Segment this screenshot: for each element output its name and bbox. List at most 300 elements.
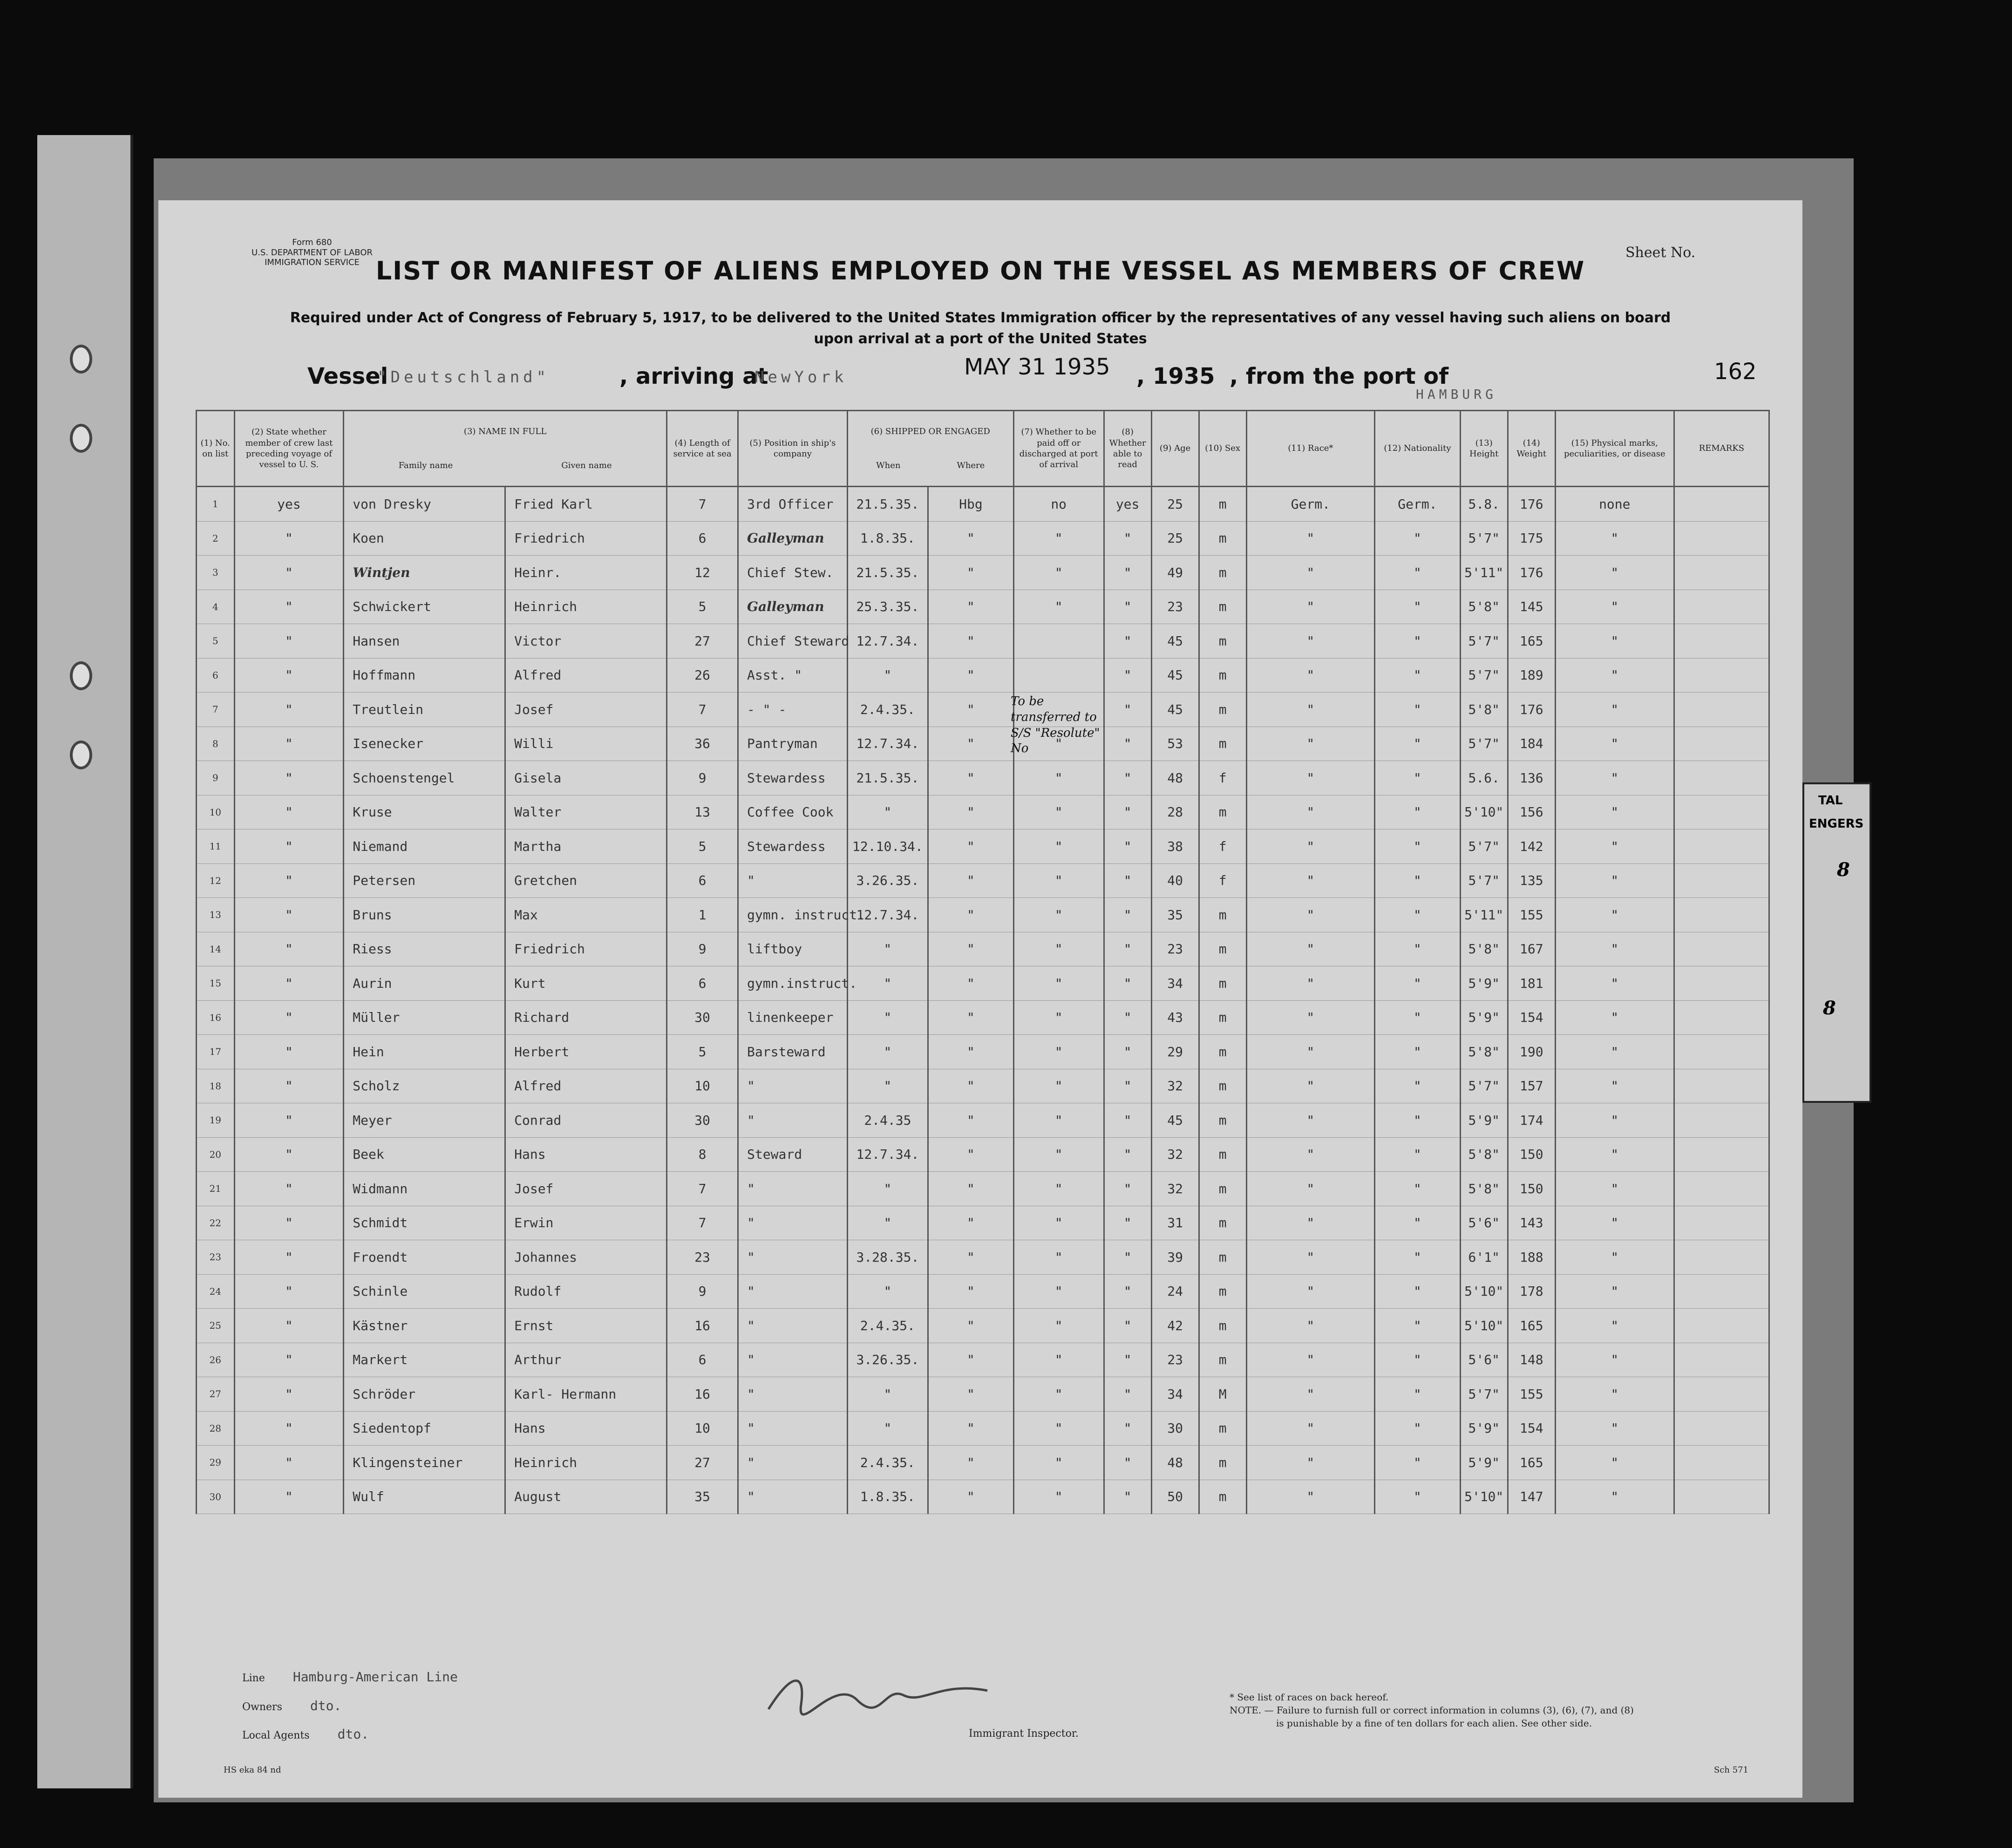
previous-voyage: ": [234, 1137, 344, 1172]
shipped-where: ": [928, 795, 1014, 829]
from-label: , from the port of: [1230, 363, 1449, 389]
service-length: 6: [667, 966, 738, 1001]
race: ": [1246, 521, 1374, 556]
col-family-name: Family name: [398, 461, 453, 470]
col-read: (8) Whether able to read: [1104, 411, 1151, 487]
sex: m: [1199, 1343, 1246, 1377]
paid-off: ": [1013, 1343, 1104, 1377]
paid-off: ": [1013, 1137, 1104, 1172]
family-name: Niemand: [344, 829, 505, 864]
shipped-when: 3.28.35.: [847, 1240, 928, 1275]
shipped-when: 25.3.35.: [847, 590, 928, 624]
weight: 150: [1508, 1172, 1555, 1206]
race: ": [1246, 1000, 1374, 1035]
sex: m: [1199, 1137, 1246, 1172]
height: 5'8": [1460, 1035, 1508, 1069]
row-number: 29: [197, 1446, 235, 1480]
punch-hole: [70, 661, 92, 690]
service-length: 6: [667, 863, 738, 898]
age: 40: [1151, 863, 1199, 898]
physical-marks: ": [1555, 1069, 1674, 1103]
page-number: 162: [1714, 359, 1757, 385]
paid-off: ": [1013, 590, 1104, 624]
nationality: ": [1375, 590, 1461, 624]
shipped-where: ": [928, 1377, 1014, 1412]
family-name: Schinle: [344, 1274, 505, 1309]
remarks: [1674, 693, 1769, 727]
shipped-where: ": [928, 1172, 1014, 1206]
height: 5'7": [1460, 829, 1508, 864]
shipped-when: ": [847, 658, 928, 693]
race: ": [1246, 1377, 1374, 1412]
able-to-read: ": [1104, 1035, 1151, 1069]
age: 43: [1151, 1000, 1199, 1035]
sheet-number-label: Sheet No.: [1625, 245, 1696, 261]
remarks: [1674, 487, 1769, 522]
given-name: Alfred: [505, 658, 667, 693]
shipped-when: 21.5.35.: [847, 556, 928, 590]
race: ": [1246, 1309, 1374, 1343]
physical-marks: ": [1555, 624, 1674, 659]
weight: 167: [1508, 932, 1555, 966]
sex: m: [1199, 521, 1246, 556]
col-age: (9) Age: [1151, 411, 1199, 487]
from-port: HAMBURG: [1416, 387, 1497, 402]
nationality: ": [1375, 898, 1461, 932]
table-row: [197, 658, 1769, 693]
weight: 148: [1508, 1343, 1555, 1377]
row-number: 12: [197, 863, 235, 898]
shipped-when: 2.4.35.: [847, 1446, 928, 1480]
remarks: [1674, 658, 1769, 693]
service-length: 30: [667, 1103, 738, 1138]
nationality: ": [1375, 521, 1461, 556]
paid-off: ": [1013, 1172, 1104, 1206]
previous-voyage: ": [234, 658, 344, 693]
service-length: 30: [667, 1000, 738, 1035]
height: 5'8": [1460, 590, 1508, 624]
given-name: Heinr.: [505, 556, 667, 590]
given-name: Herbert: [505, 1035, 667, 1069]
race: ": [1246, 1343, 1374, 1377]
position: ": [738, 1274, 848, 1309]
physical-marks: ": [1555, 966, 1674, 1001]
row-number: 10: [197, 795, 235, 829]
able-to-read: ": [1104, 1000, 1151, 1035]
sex: m: [1199, 1172, 1246, 1206]
given-name: Josef: [505, 693, 667, 727]
weight: 176: [1508, 487, 1555, 522]
previous-voyage: ": [234, 1411, 344, 1446]
family-name: Wulf: [344, 1480, 505, 1514]
able-to-read: ": [1104, 1137, 1151, 1172]
shipped-when: ": [847, 1377, 928, 1412]
sex: m: [1199, 624, 1246, 659]
shipped-where: ": [928, 898, 1014, 932]
form-code-right: Sch 571: [1714, 1765, 1749, 1775]
height: 5'9": [1460, 1000, 1508, 1035]
able-to-read: ": [1104, 1103, 1151, 1138]
weight: 165: [1508, 1446, 1555, 1480]
height: 5'7": [1460, 863, 1508, 898]
age: 32: [1151, 1172, 1199, 1206]
shipped-where: ": [928, 1137, 1014, 1172]
height: 5'8": [1460, 693, 1508, 727]
family-name: Schwickert: [344, 590, 505, 624]
col-weight: (14) Weight: [1508, 411, 1555, 487]
row-number: 11: [197, 829, 235, 864]
col-no: (1) No. on list: [197, 411, 235, 487]
col-sex: (10) Sex: [1199, 411, 1246, 487]
race: ": [1246, 1274, 1374, 1309]
race: ": [1246, 556, 1374, 590]
position: linenkeeper: [738, 1000, 848, 1035]
paid-off: ": [1013, 795, 1104, 829]
previous-voyage: ": [234, 932, 344, 966]
row-number: 26: [197, 1343, 235, 1377]
paid-off: ": [1013, 1240, 1104, 1275]
weight: 154: [1508, 1411, 1555, 1446]
nationality: ": [1375, 1000, 1461, 1035]
col-nationality: (12) Nationality: [1375, 411, 1461, 487]
previous-voyage: ": [234, 761, 344, 795]
row-number: 27: [197, 1377, 235, 1412]
remarks: [1674, 1069, 1769, 1103]
nationality: ": [1375, 1069, 1461, 1103]
position: gymn. instruct.: [738, 898, 848, 932]
physical-marks: ": [1555, 1000, 1674, 1035]
position: Pantryman: [738, 727, 848, 761]
nationality: ": [1375, 1309, 1461, 1343]
previous-voyage: ": [234, 521, 344, 556]
remarks: [1674, 932, 1769, 966]
family-name: Schmidt: [344, 1206, 505, 1240]
shipped-where: ": [928, 966, 1014, 1001]
side-tab-value-1: 8: [1837, 859, 1850, 881]
service-length: 5: [667, 829, 738, 864]
nationality: ": [1375, 693, 1461, 727]
service-length: 27: [667, 1446, 738, 1480]
race: ": [1246, 1206, 1374, 1240]
previous-voyage: ": [234, 966, 344, 1001]
height: 5'10": [1460, 1274, 1508, 1309]
arriving-port: NewYork: [754, 368, 848, 387]
nationality: ": [1375, 658, 1461, 693]
family-name: Isenecker: [344, 727, 505, 761]
position: ": [738, 1240, 848, 1275]
given-name: Josef: [505, 1172, 667, 1206]
nationality: ": [1375, 1411, 1461, 1446]
given-name: Martha: [505, 829, 667, 864]
shipped-where: ": [928, 1069, 1014, 1103]
sex: M: [1199, 1377, 1246, 1412]
inspector-label: Immigrant Inspector.: [969, 1728, 1079, 1739]
able-to-read: ": [1104, 1377, 1151, 1412]
age: 42: [1151, 1309, 1199, 1343]
race: ": [1246, 863, 1374, 898]
shipped-when: ": [847, 966, 928, 1001]
service-length: 1: [667, 898, 738, 932]
col-race: (11) Race*: [1246, 411, 1374, 487]
side-tab: [1802, 782, 1871, 1103]
remarks: [1674, 1206, 1769, 1240]
height: 5'8": [1460, 1137, 1508, 1172]
service-length: 10: [667, 1069, 738, 1103]
physical-marks: ": [1555, 1411, 1674, 1446]
shipped-when: ": [847, 1172, 928, 1206]
paid-off: ": [1013, 1274, 1104, 1309]
col-paid-off: (7) Whether to be paid off or discharged at port of arrival: [1013, 411, 1104, 487]
row-number: 14: [197, 932, 235, 966]
race: Germ.: [1246, 487, 1374, 522]
table-row: [197, 1206, 1769, 1240]
row-number: 18: [197, 1069, 235, 1103]
row-number: 8: [197, 727, 235, 761]
remarks: [1674, 1240, 1769, 1275]
able-to-read: ": [1104, 829, 1151, 864]
service-length: 6: [667, 521, 738, 556]
col-where: Where: [957, 461, 985, 470]
position: ": [738, 863, 848, 898]
weight: 176: [1508, 556, 1555, 590]
race: ": [1246, 624, 1374, 659]
height: 5'9": [1460, 1446, 1508, 1480]
punch-hole: [70, 345, 92, 374]
remarks: [1674, 1274, 1769, 1309]
previous-voyage: ": [234, 1172, 344, 1206]
row-number: 13: [197, 898, 235, 932]
paid-off: ": [1013, 1480, 1104, 1514]
weight: 175: [1508, 521, 1555, 556]
row-number: 2: [197, 521, 235, 556]
race: ": [1246, 795, 1374, 829]
position: ": [738, 1377, 848, 1412]
able-to-read: ": [1104, 932, 1151, 966]
remarks: [1674, 898, 1769, 932]
table-row: [197, 1172, 1769, 1206]
subtitle-line-1: Required under Act of Congress of February 5, 1917, to be delivered to the United States Immigration officer by the representatives of any vessel having such aliens on board: [290, 310, 1671, 326]
nationality: Germ.: [1375, 487, 1461, 522]
paid-off: ": [1013, 1103, 1104, 1138]
age: 23: [1151, 590, 1199, 624]
table-row: [197, 1103, 1769, 1138]
able-to-read: ": [1104, 1206, 1151, 1240]
shipped-where: ": [928, 1103, 1014, 1138]
previous-voyage: ": [234, 1240, 344, 1275]
table-row: [197, 1480, 1769, 1514]
service-length: 9: [667, 932, 738, 966]
page-title: LIST OR MANIFEST OF ALIENS EMPLOYED ON THE VESSEL AS MEMBERS OF CREW: [375, 256, 1585, 285]
manifest-sheet: [158, 200, 1802, 1798]
shipped-when: 2.4.35.: [847, 1309, 928, 1343]
nationality: ": [1375, 556, 1461, 590]
service-length: 26: [667, 658, 738, 693]
able-to-read: ": [1104, 1343, 1151, 1377]
remarks: [1674, 1000, 1769, 1035]
physical-marks: none: [1555, 487, 1674, 522]
given-name: Willi: [505, 727, 667, 761]
age: 35: [1151, 898, 1199, 932]
row-number: 23: [197, 1240, 235, 1275]
height: 5.6.: [1460, 761, 1508, 795]
position: Barsteward: [738, 1035, 848, 1069]
physical-marks: ": [1555, 1035, 1674, 1069]
shipped-when: ": [847, 1035, 928, 1069]
previous-voyage: ": [234, 624, 344, 659]
vessel-name: "Deutschland": [377, 368, 550, 387]
given-name: Friedrich: [505, 521, 667, 556]
family-name: Petersen: [344, 863, 505, 898]
row-number: 3: [197, 556, 235, 590]
able-to-read: ": [1104, 1069, 1151, 1103]
family-name: Kästner: [344, 1309, 505, 1343]
race: ": [1246, 761, 1374, 795]
shipped-where: ": [928, 556, 1014, 590]
race: ": [1246, 966, 1374, 1001]
race: ": [1246, 590, 1374, 624]
table-row: [197, 795, 1769, 829]
shipped-where: ": [928, 590, 1014, 624]
service: IMMIGRATION SERVICE: [265, 258, 360, 268]
weight: 157: [1508, 1069, 1555, 1103]
footnote-3: is punishable by a fine of ten dollars for each alien. See other side.: [1276, 1718, 1592, 1729]
nationality: ": [1375, 1103, 1461, 1138]
col-position: (5) Position in ship's company: [738, 411, 848, 487]
family-name: Müller: [344, 1000, 505, 1035]
family-name: Schröder: [344, 1377, 505, 1412]
nationality: ": [1375, 727, 1461, 761]
table-row: [197, 761, 1769, 795]
age: 45: [1151, 658, 1199, 693]
weight: 184: [1508, 727, 1555, 761]
shipped-where: ": [928, 727, 1014, 761]
physical-marks: ": [1555, 693, 1674, 727]
height: 5'6": [1460, 1343, 1508, 1377]
given-name: Rudolf: [505, 1274, 667, 1309]
row-number: 15: [197, 966, 235, 1001]
weight: 165: [1508, 1309, 1555, 1343]
age: 45: [1151, 1103, 1199, 1138]
row-number: 22: [197, 1206, 235, 1240]
nationality: ": [1375, 761, 1461, 795]
service-length: 12: [667, 556, 738, 590]
side-tab-label-2: ENGERS: [1809, 817, 1864, 831]
service-length: 16: [667, 1377, 738, 1412]
sex: m: [1199, 487, 1246, 522]
previous-voyage: ": [234, 1480, 344, 1514]
given-name: Hans: [505, 1137, 667, 1172]
physical-marks: ": [1555, 1309, 1674, 1343]
sex: m: [1199, 1000, 1246, 1035]
height: 5'7": [1460, 727, 1508, 761]
row-number: 16: [197, 1000, 235, 1035]
weight: 155: [1508, 898, 1555, 932]
shipped-when: ": [847, 1000, 928, 1035]
position: ": [738, 1069, 848, 1103]
age: 28: [1151, 795, 1199, 829]
sex: f: [1199, 829, 1246, 864]
footer-owners: [242, 1692, 458, 1720]
able-to-read: ": [1104, 795, 1151, 829]
paid-off: [1013, 624, 1104, 659]
previous-voyage: ": [234, 1446, 344, 1480]
able-to-read: ": [1104, 590, 1151, 624]
physical-marks: ": [1555, 521, 1674, 556]
shipped-where: ": [928, 1411, 1014, 1446]
shipped-where: ": [928, 658, 1014, 693]
shipped-when: 21.5.35.: [847, 761, 928, 795]
paid-off: ": [1013, 761, 1104, 795]
sex: f: [1199, 863, 1246, 898]
position: ": [738, 1411, 848, 1446]
sex: m: [1199, 795, 1246, 829]
paid-off: ": [1013, 1069, 1104, 1103]
age: 31: [1151, 1206, 1199, 1240]
sex: m: [1199, 1309, 1246, 1343]
physical-marks: ": [1555, 1137, 1674, 1172]
footnote: [1230, 1691, 1634, 1730]
nationality: ": [1375, 1035, 1461, 1069]
remarks: [1674, 521, 1769, 556]
remarks: [1674, 1377, 1769, 1412]
position: ": [738, 1103, 848, 1138]
service-length: 23: [667, 1240, 738, 1275]
weight: 150: [1508, 1137, 1555, 1172]
paid-off: no: [1013, 487, 1104, 522]
position: ": [738, 1480, 848, 1514]
position: ": [738, 1446, 848, 1480]
punch-hole: [70, 424, 92, 453]
table-row: [197, 590, 1769, 624]
family-name: Wintjen: [344, 556, 505, 590]
service-length: 7: [667, 487, 738, 522]
sex: m: [1199, 1480, 1246, 1514]
table-row: [197, 1069, 1769, 1103]
paid-off: ": [1013, 829, 1104, 864]
nationality: ": [1375, 1480, 1461, 1514]
age: 30: [1151, 1411, 1199, 1446]
col-height: (13) Height: [1460, 411, 1508, 487]
shipped-where: ": [928, 693, 1014, 727]
sex: m: [1199, 898, 1246, 932]
previous-voyage: ": [234, 693, 344, 727]
physical-marks: ": [1555, 863, 1674, 898]
height: 5'9": [1460, 1103, 1508, 1138]
binder-edge: [37, 135, 133, 1788]
paid-off: ": [1013, 898, 1104, 932]
position: liftboy: [738, 932, 848, 966]
height: 5'11": [1460, 556, 1508, 590]
service-length: 35: [667, 1480, 738, 1514]
physical-marks: ": [1555, 727, 1674, 761]
owners-value: dto.: [310, 1698, 342, 1713]
height: 5'7": [1460, 521, 1508, 556]
previous-voyage: ": [234, 1377, 344, 1412]
footnote-1: * See list of races on back hereof.: [1230, 1692, 1389, 1703]
shipped-when: 12.7.34.: [847, 727, 928, 761]
service-length: 9: [667, 1274, 738, 1309]
shipped-when: 12.7.34.: [847, 898, 928, 932]
given-name: Heinrich: [505, 1446, 667, 1480]
remarks: [1674, 1446, 1769, 1480]
weight: 154: [1508, 1000, 1555, 1035]
remarks: [1674, 1103, 1769, 1138]
row-number: 9: [197, 761, 235, 795]
shipped-where: ": [928, 1240, 1014, 1275]
able-to-read: ": [1104, 1446, 1151, 1480]
remarks: [1674, 1035, 1769, 1069]
given-name: Gisela: [505, 761, 667, 795]
